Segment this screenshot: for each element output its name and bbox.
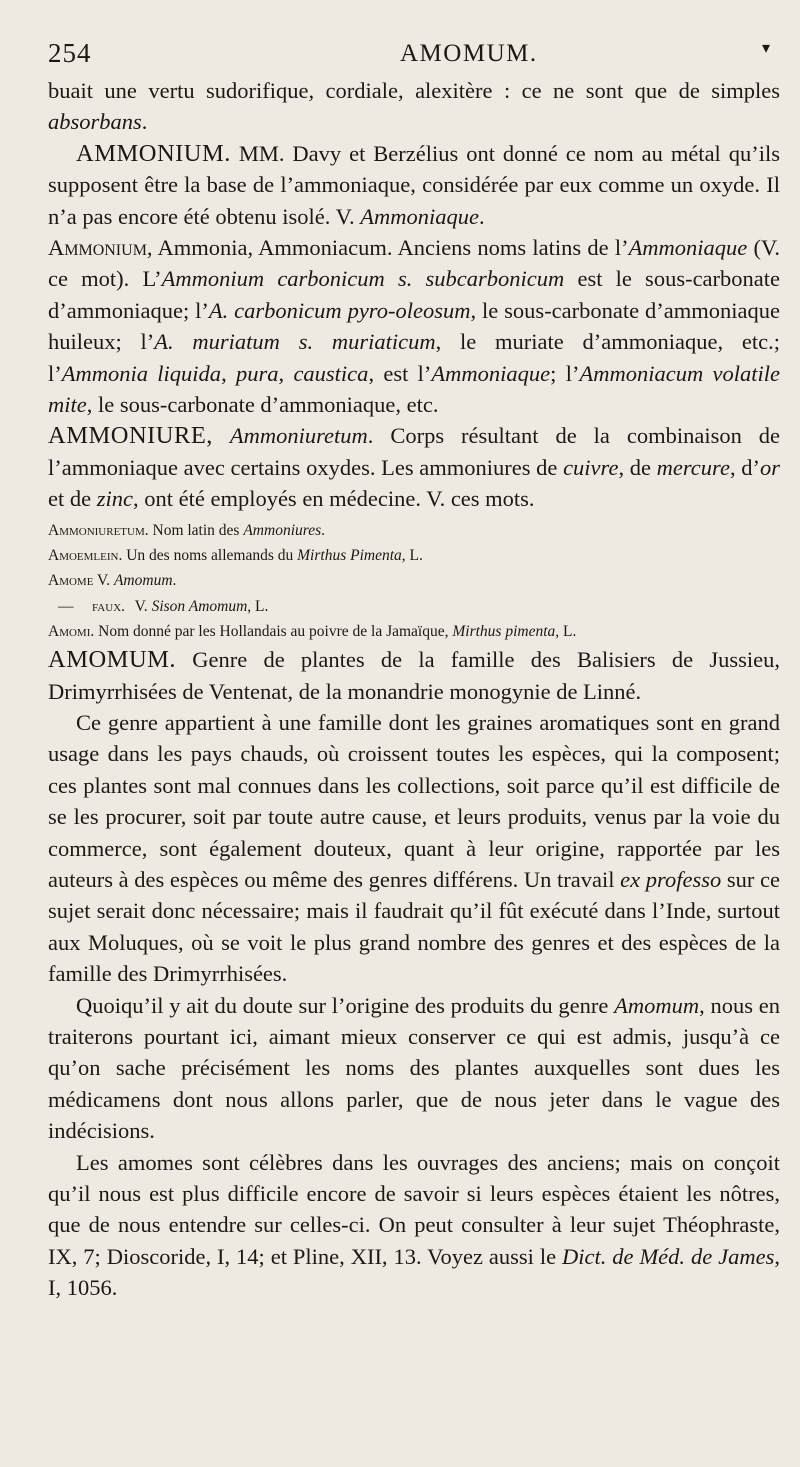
- text-run: Ce genre appartient à une famille dont les graines aromatiques sont en grand usage dans les pays chauds, où croissent toutes les espèces, qui la composent; ces plantes sont mal connues dans les collections, soit parce qu’il est difficile de se les procurer, soit par toute autre cause, et leurs produits, venus par la voie du commerce, sont également douteux, quant à leur origine, rapportée par les auteurs à des espèces ou même des genres différens. Un travail: [48, 709, 780, 893]
- text-run: Les amomes sont célèbres dans les ouvrages des anciens; mais on conçoit qu’il nous est plus difficile encore de savoir si leurs espèces étaient les nôtres, que de nous entendre sur celles-ci. On peut consulter à leur sujet Théophraste, IX, 7; Dioscoride, I, 14; et Pline, XII, 13. Voyez aussi le: [48, 1149, 780, 1269]
- text-run: .: [141, 109, 148, 135]
- text-run: Nom donné par les Hollandais au poivre de la Jamaïque,: [94, 622, 453, 640]
- paragraph-absorbans: [48, 75, 780, 138]
- text-run: MM. Davy et Berzélius ont donné ce nom au métal qu’ils supposent être la base de l’ammoniaque, considérée par eux comme un oxyde. Il n’a pas encore été obtenu isolé. V.: [48, 140, 780, 229]
- text-run: , ont été employés en médecine. V. ces mots.: [132, 486, 535, 512]
- text-run: Un des noms allemands du: [122, 546, 298, 564]
- entry-amomi: [48, 619, 780, 644]
- entry-amoemlein: [48, 543, 780, 568]
- italic-run: Mirthus Pimenta: [297, 546, 402, 564]
- text-run: .: [321, 521, 325, 539]
- italic-run: Ammoniuretum: [229, 423, 368, 449]
- italic-run: Ammoniures: [243, 521, 322, 539]
- text-run: , d’: [729, 454, 760, 480]
- entry-ammoniure: [48, 420, 780, 514]
- italic-run: Ammonium carbonicum s. subcarbonicum: [161, 266, 565, 292]
- italic-run: Sison Amomum: [151, 597, 248, 615]
- italic-run: Amomum: [614, 992, 700, 1018]
- text-run: Nom latin des: [148, 521, 244, 539]
- text-run: , de: [618, 454, 657, 480]
- entry-headword: Ammoniuretum.: [48, 521, 149, 539]
- entry-headword: AMMONIURE,: [48, 422, 213, 450]
- entry-ammonium: [48, 138, 780, 232]
- text-run: , L.: [247, 597, 269, 615]
- text-run: , le sous-carbonate d’ammoniaque, etc.: [86, 392, 439, 418]
- italic-run: A. carbonicum pyro-oleosum: [208, 297, 471, 323]
- entry-headword: AMOMUM.: [48, 646, 177, 674]
- text-run: sur ce sujet serait donc nécessaire; mais il faudrait qu’il fût exécuté dans l’Inde, surtout aux Moluques, où se voit le plus grand nombre des genres et des espèces de la famille des Drimyrrhisées.: [48, 867, 780, 987]
- entry-headword: Amomi.: [48, 622, 95, 640]
- italic-run: zinc: [96, 486, 133, 512]
- entry-headword: AMMONIUM.: [76, 139, 231, 167]
- text-run: , I, 1056.: [48, 1243, 780, 1301]
- text-run: .: [172, 572, 177, 590]
- italic-run: Mirthus pimenta: [452, 622, 556, 640]
- italic-run: Ammoniaque: [628, 235, 748, 261]
- text-run: [213, 423, 230, 448]
- text-run: Genre de plantes de la famille des Balisiers de Jussieu, Drimyrrhisées de Ventenat, de la monandrie monogynie de Linné.: [48, 647, 780, 704]
- entry-ammonium-latin: [48, 232, 780, 420]
- paragraph-genre: [48, 707, 780, 990]
- entry-amomum: [48, 644, 780, 707]
- italic-run: Ammonia liquida: [61, 360, 222, 386]
- text-run: ; l’: [550, 360, 580, 386]
- paragraph-amomes: [48, 1147, 780, 1304]
- text-run: V.: [131, 597, 152, 615]
- italic-run: absorbans: [48, 109, 142, 135]
- text-run: , le muriate d’ammoniaque, etc.; l’: [48, 329, 780, 386]
- text-run: Quoiqu’il y ait du doute sur l’origine des produits du genre: [76, 992, 615, 1018]
- italic-run: pura, caustica: [236, 360, 369, 386]
- italic-run: or: [759, 454, 780, 480]
- entry-amome-faux: [48, 594, 780, 619]
- italic-run: ex professo: [620, 867, 722, 893]
- text-run: . Corps résultant de la combinaison de l’ammoniaque avec certains oxydes. Les ammoniures de: [48, 423, 780, 480]
- text-run: est le sous-carbonate d’ammoniaque; l’: [48, 266, 781, 323]
- text-run: , L.: [555, 622, 577, 640]
- entry-headword: Amome: [48, 572, 94, 590]
- entry-amome: [48, 568, 780, 593]
- dash-mark: —: [58, 597, 74, 615]
- page-header: [48, 38, 770, 78]
- text-column: [48, 75, 780, 1304]
- italic-run: Ammoniaque: [431, 360, 551, 386]
- corner-mark-icon: ▾: [761, 40, 770, 57]
- entry-headword: Amoemlein.: [48, 546, 123, 564]
- text-run: buait une vertu sudorifique, cordiale, alexitère : ce ne sont que de simples: [48, 78, 780, 103]
- text-run: , nous en traiterons pourtant ici, aimant mieux conserver ce qui est admis, jusqu’à ce qu’on sache précisément les noms des plantes auxquelles sont dues les médicamens dont nous allons parler, que de nous jeter dans le vague des indécisions.: [48, 992, 781, 1144]
- running-head: AMOMUM.: [400, 40, 538, 67]
- italic-run: Ammoniaque: [360, 203, 479, 229]
- italic-run: Dict. de Méd. de James: [561, 1243, 775, 1269]
- text-run: .: [478, 203, 485, 229]
- text-run: (V. ce mot). L’: [48, 235, 780, 292]
- italic-run: A. muriatum s. muriaticum: [154, 329, 436, 355]
- entry-ammoniuretum: [48, 518, 780, 543]
- italic-run: Ammoniacum volatile mite: [48, 360, 780, 418]
- paragraph-quoiqu: [48, 990, 780, 1147]
- italic-run: Amomum: [113, 572, 173, 590]
- entry-headword: faux.: [92, 597, 126, 615]
- text-run: , Ammonia, Ammoniacum. Anciens noms latins de l’: [146, 235, 629, 261]
- entry-headword: Ammonium: [48, 235, 147, 261]
- page-number: 254: [48, 38, 92, 68]
- text-run: ,: [221, 360, 236, 386]
- text-run: et de: [48, 486, 97, 512]
- text-run: , L.: [401, 546, 423, 564]
- italic-run: cuivre: [563, 454, 619, 480]
- text-run: , est l’: [368, 360, 432, 386]
- text-run: , le sous-carbonate d’ammoniaque huileux; l’: [48, 297, 780, 355]
- italic-run: mercure: [656, 454, 730, 480]
- text-run: V.: [93, 572, 114, 590]
